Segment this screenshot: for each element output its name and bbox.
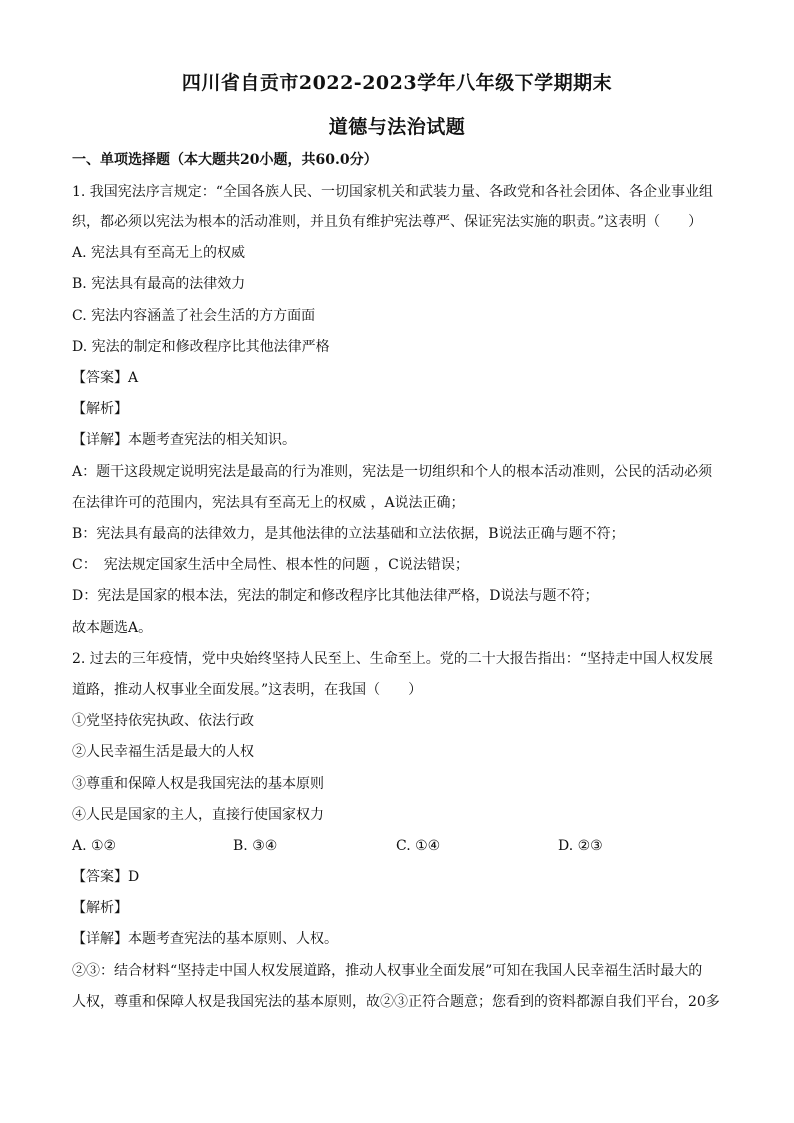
q2-choice-a: A. ①② [72, 838, 117, 854]
q1-answer: 【答案】A [72, 370, 139, 386]
q1-explain-line: B：宪法具有最高的法律效力，是其他法律的立法基础和立法依据，B说法正确与题不符； [72, 526, 625, 542]
q2-choice-c: C. ①④ [396, 838, 441, 854]
q2-choice-b: B. ③④ [233, 838, 278, 854]
q2-item-3: ③尊重和保障人权是我国宪法的基本原则 [72, 776, 324, 792]
q1-option-b: B. 宪法具有最高的法律效力 [72, 276, 246, 292]
q1-conclusion: 故本题选A。 [72, 620, 153, 636]
q2-stem-line1: 2. 过去的三年疫情，党中央始终坚持人民至上、生命至上。党的二十大报告指出：“坚持走中国人权发展 [72, 651, 713, 667]
q2-answer: 【答案】D [72, 869, 140, 885]
q2-detail: 【详解】本题考查宪法的基本原则、人权。 [72, 931, 338, 947]
q2-explain-line: 人权，尊重和保障人权是我国宪法的基本原则，故②③正符合题意；您看到的资料都源自我们平台，20多 [72, 994, 720, 1010]
q1-option-d: D. 宪法的制定和修改程序比其他法律严格 [72, 339, 330, 355]
q2-item-2: ②人民幸福生活是最大的人权 [72, 744, 254, 760]
q1-option-a: A. 宪法具有至高无上的权威 [72, 245, 246, 261]
q2-stem-line2: 道路，推动人权事业全面发展。”这表明，在我国（ ） [72, 682, 423, 698]
q1-explain-line: D：宪法是国家的根本法，宪法的制定和修改程序比其他法律严格，D说法与题不符； [72, 588, 599, 604]
q1-explain-line: A：题干这段规定说明宪法是最高的行为准则，宪法是一切组织和个人的根本活动准则，公民的活动必须 [72, 464, 713, 480]
q2-item-1: ①党坚持依宪执政、依法行政 [72, 713, 254, 729]
q1-detail: 【详解】本题考查宪法的相关知识。 [72, 432, 296, 448]
q1-analysis-label: 【解析】 [72, 401, 128, 417]
document-title: 四川省自贡市2022-2023学年八年级下学期期末 [181, 72, 613, 94]
section-heading: 一、单项选择题（本大题共20小题，共60.0分） [72, 152, 378, 168]
q1-explain-line: C： 宪法规定国家生活中全局性、根本性的问题 ，C说法错误； [72, 557, 469, 573]
q1-option-c: C. 宪法内容涵盖了社会生活的方方面面 [72, 308, 316, 324]
q2-analysis-label: 【解析】 [72, 900, 128, 916]
q1-stem-line2: 织，都必须以宪法为根本的活动准则，并且负有维护宪法尊严、保证宪法实施的职责。”这表明（ ） [72, 214, 703, 230]
q2-choice-d: D. ②③ [558, 838, 603, 854]
q2-item-4: ④人民是国家的主人，直接行使国家权力 [72, 807, 324, 823]
q1-stem-line1: 1. 我国宪法序言规定：“全国各族人民、一切国家机关和武装力量、各政党和各社会团体、各企业事业组 [72, 184, 713, 200]
q1-explain-line: 在法律许可的范围内，宪法具有至高无上的权威 ，A说法正确； [72, 495, 465, 511]
q2-explain-line: ②③：结合材料“坚持走中国人权发展道路，推动人权事业全面发展”可知在我国人民幸福生活时最大的 [72, 963, 703, 979]
document-subtitle: 道德与法治试题 [328, 116, 466, 138]
